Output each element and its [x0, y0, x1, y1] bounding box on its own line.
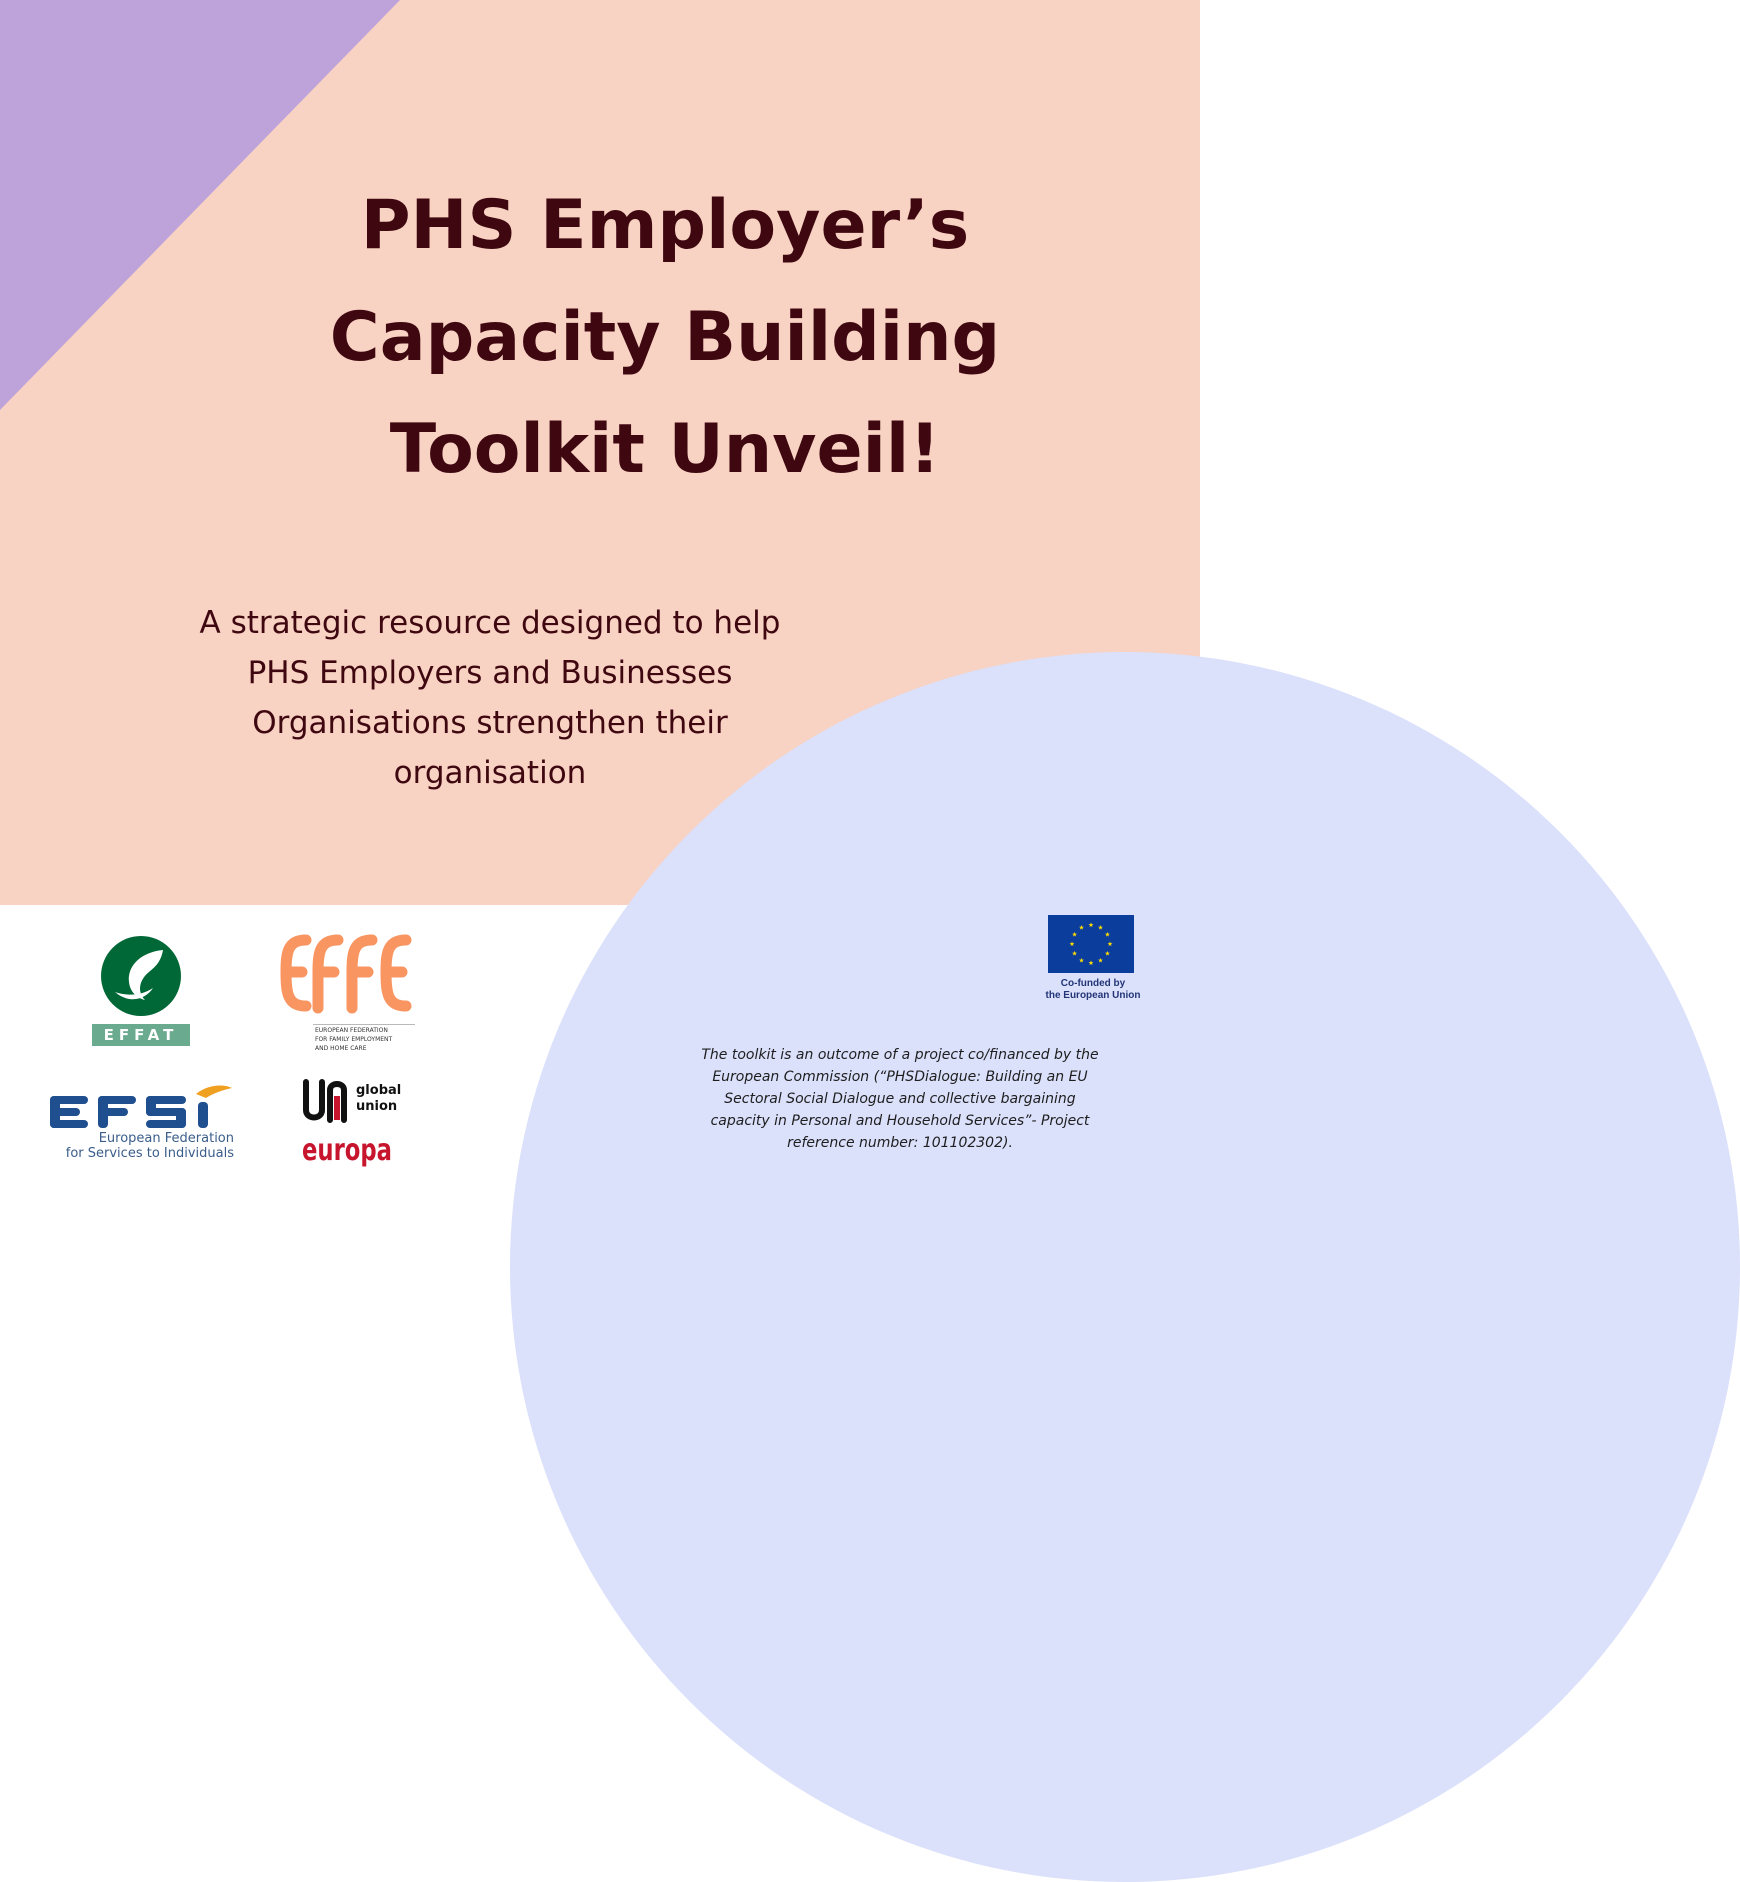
efsi-caption-line: for Services to Individuals [65, 1146, 234, 1161]
efsi-caption [46, 1131, 234, 1161]
poster [0, 0, 1200, 1200]
disclaimer-line: capacity in Personal and Household Services”- Project [710, 1113, 1090, 1129]
eu-flag-icon [1048, 915, 1134, 973]
title-line: Toolkit Unveil! [389, 410, 941, 489]
periwinkle-circle-shape [510, 652, 1740, 1882]
disclaimer-line: European Commission (“PHSDialogue: Building an EU [712, 1069, 1088, 1085]
uni-small-text: union [356, 1099, 398, 1114]
efsi-logo [46, 1082, 246, 1172]
eu-cofunded-logo [1030, 912, 1150, 1004]
effat-label: EFFAT [92, 1024, 190, 1046]
disclaimer-line: reference number: 101102302). [787, 1135, 1013, 1151]
subtitle-line: organisation [393, 755, 587, 791]
efsi-caption-line: European Federation [98, 1131, 234, 1146]
uni-small-text: global [356, 1083, 402, 1098]
poster-title [250, 170, 1080, 506]
disclaimer-line: The toolkit is an outcome of a project co/financed by the [701, 1047, 1099, 1063]
effe-logo-icon [278, 932, 418, 1014]
eu-caption-line: the European Union [1045, 990, 1141, 1001]
title-line: Capacity Building [329, 298, 1001, 377]
title-line: PHS Employer’s [360, 186, 970, 265]
effat-logo-icon [101, 936, 181, 1016]
effe-logo [278, 932, 428, 1054]
subtitle-line: PHS Employers and Businesses [247, 655, 733, 691]
effat-logo [90, 930, 200, 1052]
effe-caption-line: EUROPEAN FEDERATION [315, 1027, 388, 1034]
effe-divider [313, 1024, 415, 1025]
subtitle-line: A strategic resource designed to help [199, 605, 781, 641]
disclaimer-line: Sectoral Social Dialogue and collective bargaining [724, 1091, 1076, 1107]
poster-subtitle [110, 598, 870, 798]
eu-caption [1030, 978, 1156, 1002]
effe-caption-line: AND HOME CARE [315, 1045, 367, 1052]
eu-caption-line: Co-funded by [1060, 978, 1126, 989]
uni-europa-logo [300, 1076, 400, 1172]
uni-europa-text: europa [302, 1133, 392, 1168]
uni-europa-logo-icon [300, 1076, 400, 1172]
subtitle-line: Organisations strengthen their [252, 705, 728, 741]
effe-caption [315, 1026, 425, 1053]
effe-caption-line: FOR FAMILY EMPLOYMENT [315, 1036, 393, 1043]
funding-disclaimer [650, 1044, 1150, 1154]
efsi-logo-icon [46, 1082, 238, 1134]
